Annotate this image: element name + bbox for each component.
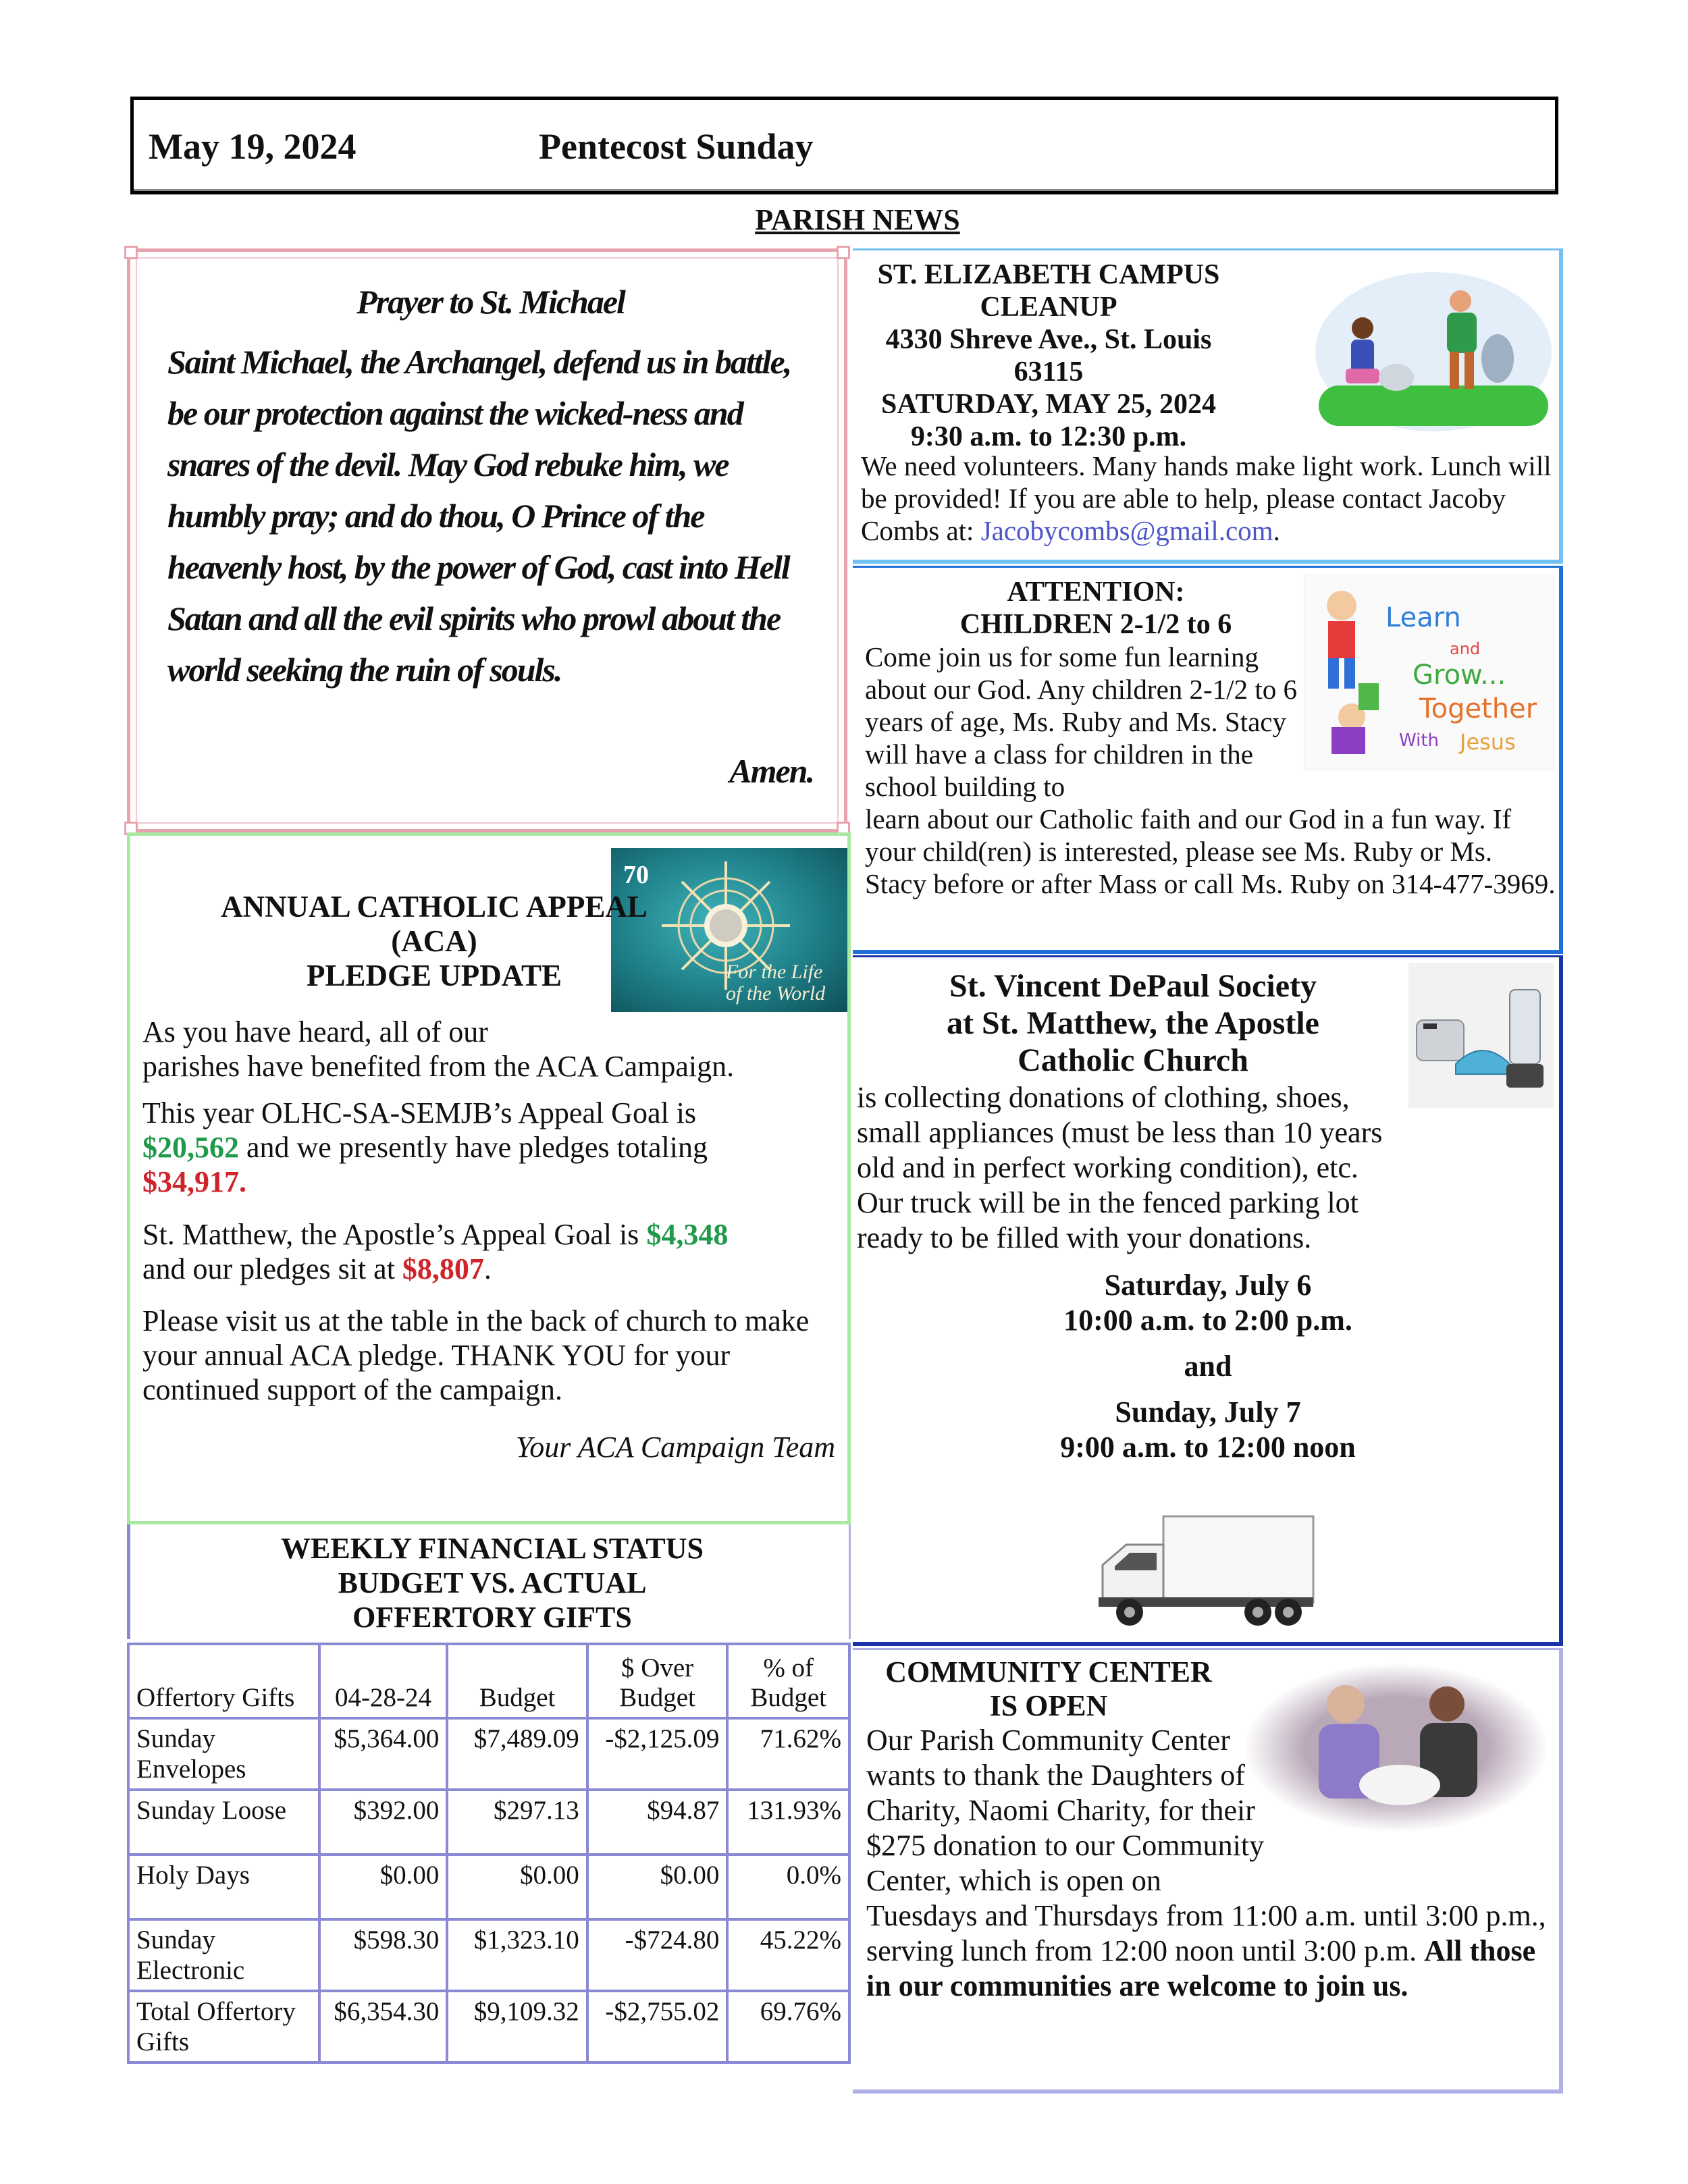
svdp-time: and bbox=[1184, 1350, 1232, 1383]
image-text-with: With bbox=[1399, 730, 1440, 751]
aca-text: This year OLHC-SA-SEMJB’s Appeal Goal is bbox=[142, 1096, 697, 1129]
table-row bbox=[128, 1991, 849, 2062]
cleanup-heading-line: SATURDAY, MAY 25, 2024 bbox=[881, 389, 1216, 420]
truck-image bbox=[1089, 1511, 1319, 1632]
cell-budget: $7,489.09 bbox=[447, 1718, 587, 1790]
svdp-heading bbox=[866, 967, 1400, 1079]
prayer-amen: Amen. bbox=[729, 752, 814, 790]
header-cell: Offertory Gifts bbox=[128, 1644, 319, 1718]
financial-title-line: WEEKLY FINANCIAL STATUS bbox=[281, 1532, 704, 1565]
row-label: Sunday Electronic bbox=[128, 1919, 319, 1991]
community-heading-line: COMMUNITY CENTER bbox=[885, 1655, 1212, 1688]
financial-title-line: BUDGET VS. ACTUAL bbox=[338, 1566, 647, 1599]
aca-text: As you have heard, all of our bbox=[142, 1015, 488, 1048]
children-heading-line: CHILDREN 2-1/2 to 6 bbox=[959, 609, 1232, 640]
cell-over: -$2,125.09 bbox=[587, 1718, 728, 1790]
children-body-a: Come join us for some fun learning about our God. Any children 2-1/2 to 6 years of age, Ms. Ruby and Ms. Stacy will have a class for children in the school building to bbox=[865, 641, 1297, 802]
svdp-time: Saturday, July 6 bbox=[1104, 1269, 1312, 1302]
prayer-title: Prayer to St. Michael bbox=[357, 283, 625, 321]
appliances-image bbox=[1408, 963, 1554, 1108]
prayer-text: Saint Michael, the Archangel, defend us in battle, be our protection against the wicked-ness and snares of the devil. May God rebuke him, we humbly pray; and do thou, O Prince of the heavenly host, by the power of God, cast into Hell Satan and all the evil spirits who prowl about the world seeking the ruin of souls. bbox=[167, 343, 791, 689]
image-text-learn: Learn bbox=[1386, 602, 1461, 633]
svdp-body: is collecting donations of clothing, shoes, small appliances (must be less than 10 years old and in perfect working condition), etc. Our truck will be in the fenced parking lot ready to be filled with your donations. bbox=[857, 1081, 1383, 1254]
aca-title-line: PLEDGE UPDATE bbox=[307, 959, 562, 992]
row-label: Sunday Loose bbox=[128, 1790, 319, 1855]
cleanup-heading-line: 63115 bbox=[1013, 356, 1084, 388]
aca-goal-stmatthew: $4,348 bbox=[646, 1218, 729, 1251]
volunteers-cleaning-image bbox=[1305, 264, 1555, 433]
community-welcome: All those in our communities are welcome to join us. bbox=[866, 1934, 1536, 2002]
cleanup-text: . bbox=[1273, 515, 1280, 546]
children-box bbox=[853, 566, 1563, 954]
header-box bbox=[130, 97, 1558, 194]
svdp-time: 9:00 a.m. to 12:00 noon bbox=[1060, 1431, 1356, 1464]
cell-percent: 69.76% bbox=[727, 1991, 849, 2062]
cell-budget: $297.13 bbox=[447, 1790, 587, 1855]
cleanup-box bbox=[853, 248, 1563, 564]
corner-ornament bbox=[124, 246, 138, 259]
aca-text: . bbox=[483, 1252, 492, 1285]
cell-percent: 45.22% bbox=[727, 1919, 849, 1991]
cleanup-body bbox=[861, 450, 1556, 547]
financial-title-line: OFFERTORY GIFTS bbox=[352, 1601, 632, 1634]
aca-paragraph-2 bbox=[142, 1096, 845, 1199]
section-title: PARISH NEWS bbox=[755, 203, 960, 236]
table-row bbox=[128, 1919, 849, 1991]
cell-over: -$2,755.02 bbox=[587, 1991, 728, 2062]
cleanup-heading-line: 4330 Shreve Ave., St. Louis bbox=[885, 324, 1212, 355]
aca-box bbox=[127, 832, 851, 1524]
image-text-and: and bbox=[1450, 639, 1481, 658]
cell-over: $0.00 bbox=[587, 1855, 728, 1919]
children-body-b: learn about our Catholic faith and our God in a fun way. If your child(ren) is interested, please see Ms. Ruby or Ms. Stacy before or after Mass or call Ms. Ruby on 314-477-3969. bbox=[865, 803, 1556, 899]
table-row bbox=[128, 1790, 849, 1855]
cleanup-heading bbox=[860, 259, 1238, 453]
children-heading bbox=[907, 576, 1285, 641]
aca-paragraph-1 bbox=[142, 1015, 845, 1084]
svdp-heading-line: Catholic Church bbox=[1018, 1042, 1248, 1078]
row-label: Total Offertory Gifts bbox=[128, 1991, 319, 2062]
aca-title-line: (ACA) bbox=[391, 924, 477, 958]
cell-budget: $9,109.32 bbox=[447, 1991, 587, 2062]
financial-title bbox=[130, 1531, 854, 1634]
cell-budget: $0.00 bbox=[447, 1855, 587, 1919]
svdp-heading-line: at St. Matthew, the Apostle bbox=[947, 1005, 1319, 1041]
header-cell: Budget bbox=[447, 1644, 587, 1718]
cleanup-text: We need volunteers. Many hands make light work. Lunch will be provided! If you are able to help, please contact Jacoby Combs at: bbox=[861, 450, 1552, 546]
image-text-together: Together bbox=[1419, 693, 1537, 724]
aca-text: parishes have benefited from the ACA Campaign. bbox=[142, 1050, 735, 1083]
cell-over: $94.87 bbox=[587, 1790, 728, 1855]
svdp-time: Sunday, July 7 bbox=[1115, 1395, 1301, 1429]
aca-pledges-olhc: $34,917. bbox=[142, 1165, 246, 1198]
header-cell: % of Budget bbox=[727, 1644, 849, 1718]
cleanup-heading-line: 9:30 a.m. to 12:30 p.m. bbox=[910, 421, 1187, 452]
aca-goal-olhc: $20,562 bbox=[142, 1131, 239, 1164]
cell-percent: 0.0% bbox=[727, 1855, 849, 1919]
image-text-grow: Grow... bbox=[1413, 660, 1506, 691]
prayer-box bbox=[127, 248, 847, 832]
financial-title-box bbox=[127, 1524, 851, 1639]
community-heading bbox=[853, 1655, 1244, 1723]
aca-text: and our pledges sit at bbox=[142, 1252, 402, 1285]
contact-email-link[interactable]: Jacobycombs@gmail.com bbox=[980, 515, 1273, 546]
row-label: Holy Days bbox=[128, 1855, 319, 1919]
cell-budget: $1,323.10 bbox=[447, 1919, 587, 1991]
header-cell: 04-28-24 bbox=[319, 1644, 448, 1718]
corner-ornament bbox=[837, 246, 850, 259]
svdp-time: 10:00 a.m. to 2:00 p.m. bbox=[1063, 1304, 1352, 1337]
cell-percent: 71.62% bbox=[727, 1718, 849, 1790]
table-row bbox=[128, 1855, 849, 1919]
learn-grow-image bbox=[1304, 575, 1554, 770]
cell-actual: $5,364.00 bbox=[319, 1718, 448, 1790]
cell-percent: 131.93% bbox=[727, 1790, 849, 1855]
community-body-full bbox=[866, 1723, 1555, 2004]
community-text: Our Parish Community Center wants to thank the Daughters of Charity, Naomi Charity, for their $275 donation to our Community Center, which is open on Tuesdays and Thursdays from 11:00 a.m. until 3:00 p.m., serving lunch from 12:00 noon until 3:00 p.m. bbox=[866, 1724, 1546, 1967]
cell-actual: $392.00 bbox=[319, 1790, 448, 1855]
cell-actual: $6,354.30 bbox=[319, 1991, 448, 2062]
aca-text: St. Matthew, the Apostle’s Appeal Goal is bbox=[142, 1218, 647, 1251]
aca-title-line: ANNUAL CATHOLIC APPEAL bbox=[221, 890, 648, 924]
table-header-row bbox=[128, 1644, 849, 1718]
cell-actual: $598.30 bbox=[319, 1919, 448, 1991]
header-cell: $ Over Budget bbox=[587, 1644, 728, 1718]
cell-actual: $0.00 bbox=[319, 1855, 448, 1919]
svdp-heading-line: St. Vincent DePaul Society bbox=[949, 968, 1317, 1004]
image-spacer bbox=[1265, 1723, 1555, 1892]
aca-signature: Your ACA Campaign Team bbox=[515, 1431, 835, 1464]
community-heading-line: IS OPEN bbox=[989, 1689, 1108, 1722]
svdp-box bbox=[853, 955, 1563, 1646]
aca-paragraph-4: Please visit us at the table in the back of church to make your annual ACA pledge. THANK YOU for your continued support of the campaign. bbox=[142, 1304, 810, 1406]
aca-pledges-stmatthew: $8,807 bbox=[402, 1252, 484, 1285]
cell-over: -$724.80 bbox=[587, 1919, 728, 1991]
image-text-jesus: Jesus bbox=[1460, 729, 1516, 755]
children-heading-line: ATTENTION: bbox=[1007, 577, 1185, 608]
aca-title bbox=[144, 890, 724, 993]
cleanup-heading-line: ST. ELIZABETH CAMPUS bbox=[877, 259, 1220, 290]
image-caption: For the Life of the World bbox=[726, 961, 826, 1005]
community-box bbox=[853, 1648, 1563, 2094]
aca-text: and we presently have pledges totaling bbox=[239, 1131, 708, 1164]
bulletin-date: May 19, 2024 bbox=[149, 126, 357, 167]
bulletin-title: Pentecost Sunday bbox=[539, 126, 814, 167]
cleanup-heading-line: CLEANUP bbox=[980, 292, 1117, 323]
aca-paragraph-3 bbox=[142, 1217, 845, 1286]
row-label: Sunday Envelopes bbox=[128, 1718, 319, 1790]
anniversary-number: 70 bbox=[623, 861, 649, 889]
table-row bbox=[128, 1718, 849, 1790]
financial-table bbox=[127, 1643, 851, 2064]
